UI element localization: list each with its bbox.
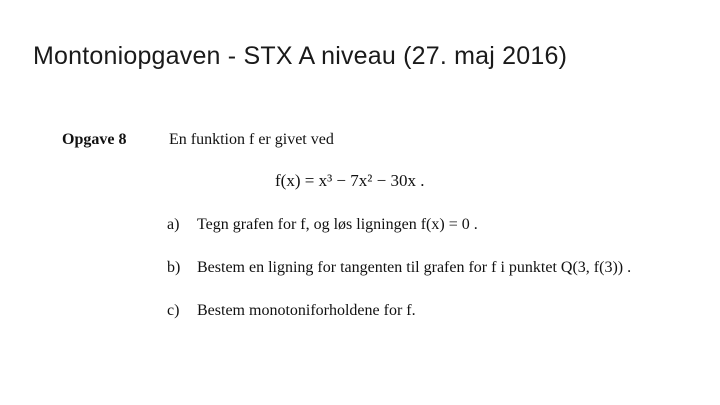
function-formula: f(x) = x³ − 7x² − 30x . xyxy=(275,171,425,190)
item-text: Bestem en ligning for tangenten til grafen for f i punktet Q(3, f(3)) . xyxy=(197,259,632,276)
exercise-item-c xyxy=(167,302,416,320)
item-letter: c) xyxy=(167,302,180,319)
slide-title: Montoniopgaven - STX A niveau (27. maj 2016) xyxy=(33,42,568,70)
item-letter: b) xyxy=(167,259,181,276)
exercise-item-a xyxy=(167,216,478,234)
item-letter: a) xyxy=(167,216,180,233)
exercise-heading: Opgave 8 xyxy=(62,131,127,148)
exercise-item-b xyxy=(167,259,631,277)
exercise-intro: En funktion f er givet ved xyxy=(169,131,334,148)
item-text: Bestem monotoniforholdene for f. xyxy=(197,302,416,319)
item-text: Tegn grafen for f, og løs ligningen f(x) = 0 . xyxy=(197,216,478,233)
